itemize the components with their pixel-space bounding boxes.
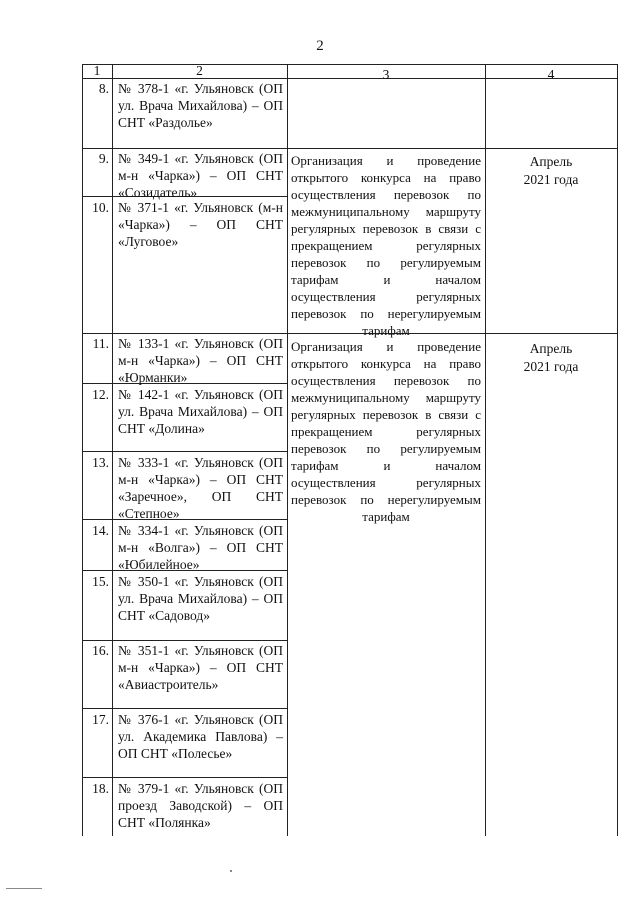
scan-artifact [230, 870, 232, 872]
date-month: Апрель [529, 341, 573, 356]
route-cell: № 376-1 «г. Ульяновск (ОП ул. Академика Павлова) – ОП СНТ «Полесье» [118, 712, 283, 761]
row-number: 11. [92, 336, 109, 351]
date-year: 2021 года [523, 172, 579, 187]
route-cell: № 349-1 «г. Ульяновск (ОП м-н «Чарка») – ОП СНТ «Созидатель» [118, 151, 283, 200]
row-number: 8. [98, 81, 109, 96]
table-border-right [617, 64, 618, 836]
row-number: 13. [92, 455, 109, 470]
row-number: 18. [92, 781, 109, 796]
row-number: 16. [92, 643, 109, 658]
description-cell: Организация и проведение открытого конкурса на право осуществления перевозок по межмуниципальному маршруту регулярных перевозок в связи с прекращением регулярных перевозок по регулируемым тарифам и началом осуществления регулярных перевозок по нерегулируемым тарифам [291, 339, 481, 524]
column-divider [287, 64, 288, 836]
route-cell: № 334-1 «г. Ульяновск (ОП м-н «Волга») – ОП СНТ «Юбилейное» [118, 523, 283, 572]
row-number: 15. [92, 574, 109, 589]
column-header: 1 [93, 63, 101, 78]
row-divider [82, 148, 617, 149]
route-cell: № 350-1 «г. Ульяновск (ОП ул. Врача Михайлова) – ОП СНТ «Садовод» [118, 574, 283, 623]
page-number: 2 [316, 38, 324, 54]
column-header: 3 [382, 67, 390, 82]
column-header: 2 [196, 63, 203, 78]
row-number: 14. [92, 523, 109, 538]
date-year: 2021 года [523, 359, 579, 374]
row-number: 12. [92, 387, 109, 402]
row-number: 9. [98, 151, 109, 166]
route-cell: № 378-1 «г. Ульяновск (ОП ул. Врача Михайлова) – ОП СНТ «Раздолье» [118, 81, 283, 130]
route-cell: № 133-1 «г. Ульяновск (ОП м-н «Чарка») – ОП СНТ «Юрманки» [118, 336, 283, 385]
column-header: 4 [547, 67, 555, 82]
route-cell: № 379-1 «г. Ульяновск (ОП проезд Заводской) – ОП СНТ «Полянка» [118, 781, 283, 830]
column-divider [112, 64, 113, 836]
date-month: Апрель [529, 154, 573, 169]
scan-artifact [6, 888, 42, 889]
route-cell: № 371-1 «г. Ульяновск (м-н «Чарка») – ОП СНТ «Луговое» [118, 200, 283, 249]
route-cell: № 142-1 «г. Ульяновск (ОП ул. Врача Михайлова) – ОП СНТ «Долина» [118, 387, 283, 436]
row-number: 17. [92, 712, 109, 727]
route-cell: № 333-1 «г. Ульяновск (ОП м-н «Чарка») – ОП СНТ «Заречное», ОП СНТ «Степное» [118, 455, 283, 521]
row-number: 10. [92, 200, 109, 215]
description-cell: Организация и проведение открытого конкурса на право осуществления перевозок по межмуниципальному маршруту регулярных перевозок в связи с прекращением регулярных перевозок по регулируемым тарифам и началом осуществления регулярных перевозок по нерегулируемым тарифам [291, 153, 481, 338]
route-cell: № 351-1 «г. Ульяновск (ОП м-н «Чарка») – ОП СНТ «Авиастроитель» [118, 643, 283, 692]
